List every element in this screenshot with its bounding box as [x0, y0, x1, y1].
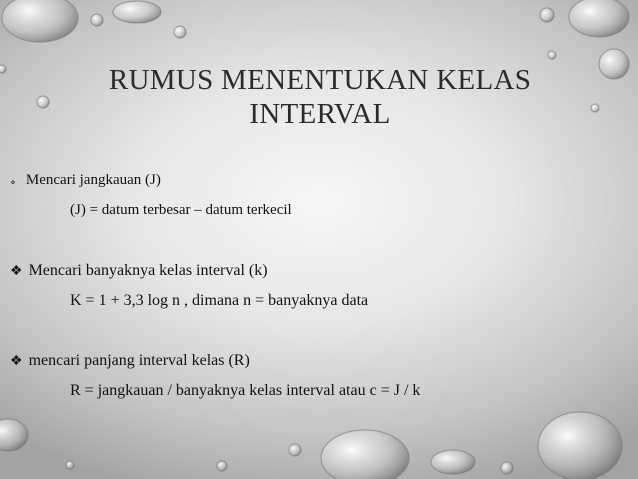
slide-title-line-2: INTERVAL	[249, 98, 391, 130]
bullet-item-2-heading	[10, 262, 268, 280]
bullet-item-3-text: mencari panjang interval kelas (R)	[28, 352, 250, 369]
diamond-bullet-icon: ❖	[10, 264, 23, 279]
bullet-item-1-heading	[10, 172, 161, 189]
circle-bullet-icon: ∘	[10, 175, 16, 189]
bullet-item-3-detail: R = jangkauan / banyaknya kelas interval atau c = J / k	[70, 382, 421, 399]
bullet-item-3-heading	[10, 352, 250, 370]
diamond-bullet-icon: ❖	[10, 354, 23, 369]
bullet-item-1-text: Mencari jangkauan (J)	[25, 172, 161, 188]
bullet-item-1-detail: (J) = datum terbesar – datum terkecil	[70, 202, 292, 218]
bullet-item-2-text: Mencari banyaknya kelas interval (k)	[28, 262, 268, 279]
bullet-item-2-detail: K = 1 + 3,3 log n , dimana n = banyaknya data	[70, 292, 369, 309]
slide-title-line-1: RUMUS MENENTUKAN KELAS	[108, 64, 532, 96]
